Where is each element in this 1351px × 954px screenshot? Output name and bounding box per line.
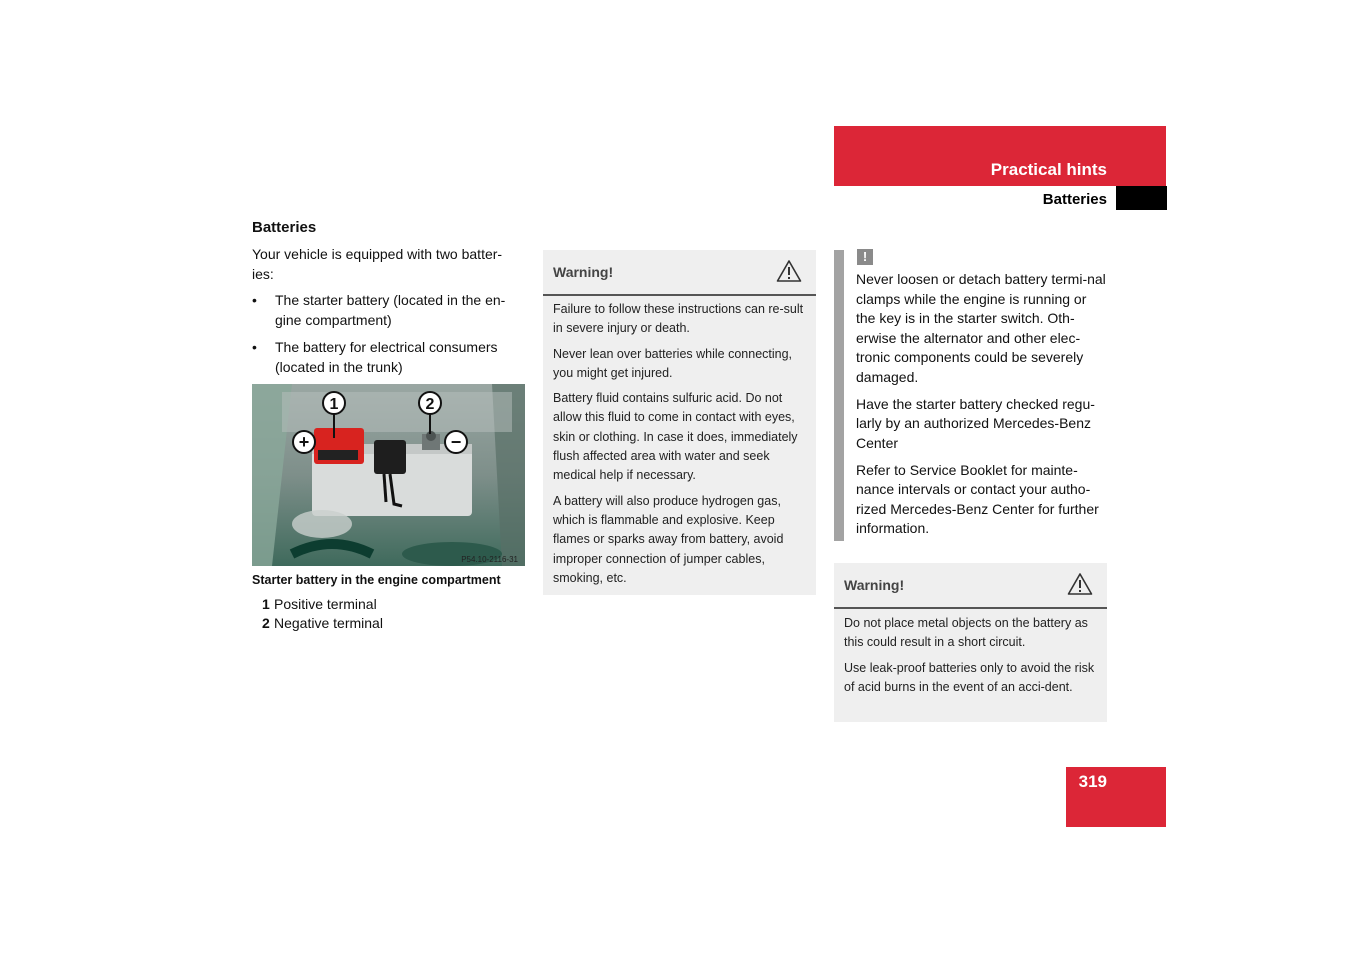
warning-paragraph: Do not place metal objects on the battery as this could result in a short circuit. <box>844 616 1088 650</box>
warning-title: Warning! <box>844 577 905 593</box>
warning-body <box>553 300 806 594</box>
warning-body <box>844 614 1097 703</box>
warning-paragraph: Use leak-proof batteries only to avoid the risk of acid burns in the event of an acci-dent. <box>844 660 1095 694</box>
warning-paragraph: A battery will also produce hydrogen gas, which is flammable and explosive. Keep flames or sparks away from battery, avoid improper connection of jumper cables, smoking, etc. <box>553 493 784 585</box>
section-title: Batteries <box>1042 191 1107 208</box>
legend-number: 2 <box>262 615 270 631</box>
warning-paragraph: Battery fluid contains sulfuric acid. Do not allow this fluid to come in contact with eyes, skin or clothing. In case it does, immediately flush affected area with water and seek medical help if necessary. <box>553 391 798 483</box>
caution-paragraph: Have the starter battery checked regu-larly by an authorized Mercedes-Benz Center <box>856 395 1095 451</box>
callout-1-label: 1 <box>329 396 339 413</box>
warning-title: Warning! <box>553 264 614 280</box>
exclamation-icon: ! <box>857 249 873 265</box>
warning-paragraph: Failure to follow these instructions can re-sult in severe injury or death. <box>553 302 804 336</box>
warning-header <box>834 563 1107 609</box>
section-marker <box>1116 186 1167 210</box>
chapter-title: Practical hints <box>990 160 1107 179</box>
caution-bar <box>834 250 844 541</box>
minus-sign: − <box>450 432 462 452</box>
warning-paragraph: Never lean over batteries while connecting, you might get injured. <box>553 346 793 380</box>
warning-header <box>543 250 816 296</box>
page-heading: Batteries <box>252 219 317 236</box>
image-caption: Starter battery in the engine compartment <box>252 573 501 587</box>
caution-paragraph: Never loosen or detach battery termi-nal clamps while the engine is running or the key is in the starter switch. Oth-erwise the alternator and other elec-tronic components could be severely damaged. <box>856 271 1106 385</box>
warning-box <box>834 563 1107 722</box>
legend-item <box>262 615 383 631</box>
image-code: P54.10-2116-31 <box>461 555 518 564</box>
list-item-text: The starter battery (located in the en-gine compartment) <box>275 292 506 328</box>
caution-text <box>856 270 1108 546</box>
bullet-symbol: • <box>252 339 257 355</box>
legend-item <box>262 596 377 612</box>
caution-paragraph: Refer to Service Booklet for mainte-nance intervals or contact your autho-rized Mercedes-Benz Center for further information. <box>856 461 1099 536</box>
warning-box <box>543 250 816 595</box>
legend-number: 1 <box>262 596 270 612</box>
battery-photo <box>252 384 525 566</box>
legend-label: Negative terminal <box>274 615 383 631</box>
page-number: 319 <box>1078 772 1107 791</box>
bullet-symbol: • <box>252 292 257 308</box>
warning-triangle-icon <box>776 259 802 283</box>
callout-2-label: 2 <box>425 396 435 413</box>
warning-triangle-icon <box>1067 572 1093 596</box>
intro-text: Your vehicle is equipped with two batter-ies: <box>252 246 503 282</box>
list-item-text: The battery for electrical consumers (located in the trunk) <box>275 339 498 375</box>
legend-label: Positive terminal <box>274 596 377 612</box>
plus-sign: + <box>298 432 310 452</box>
